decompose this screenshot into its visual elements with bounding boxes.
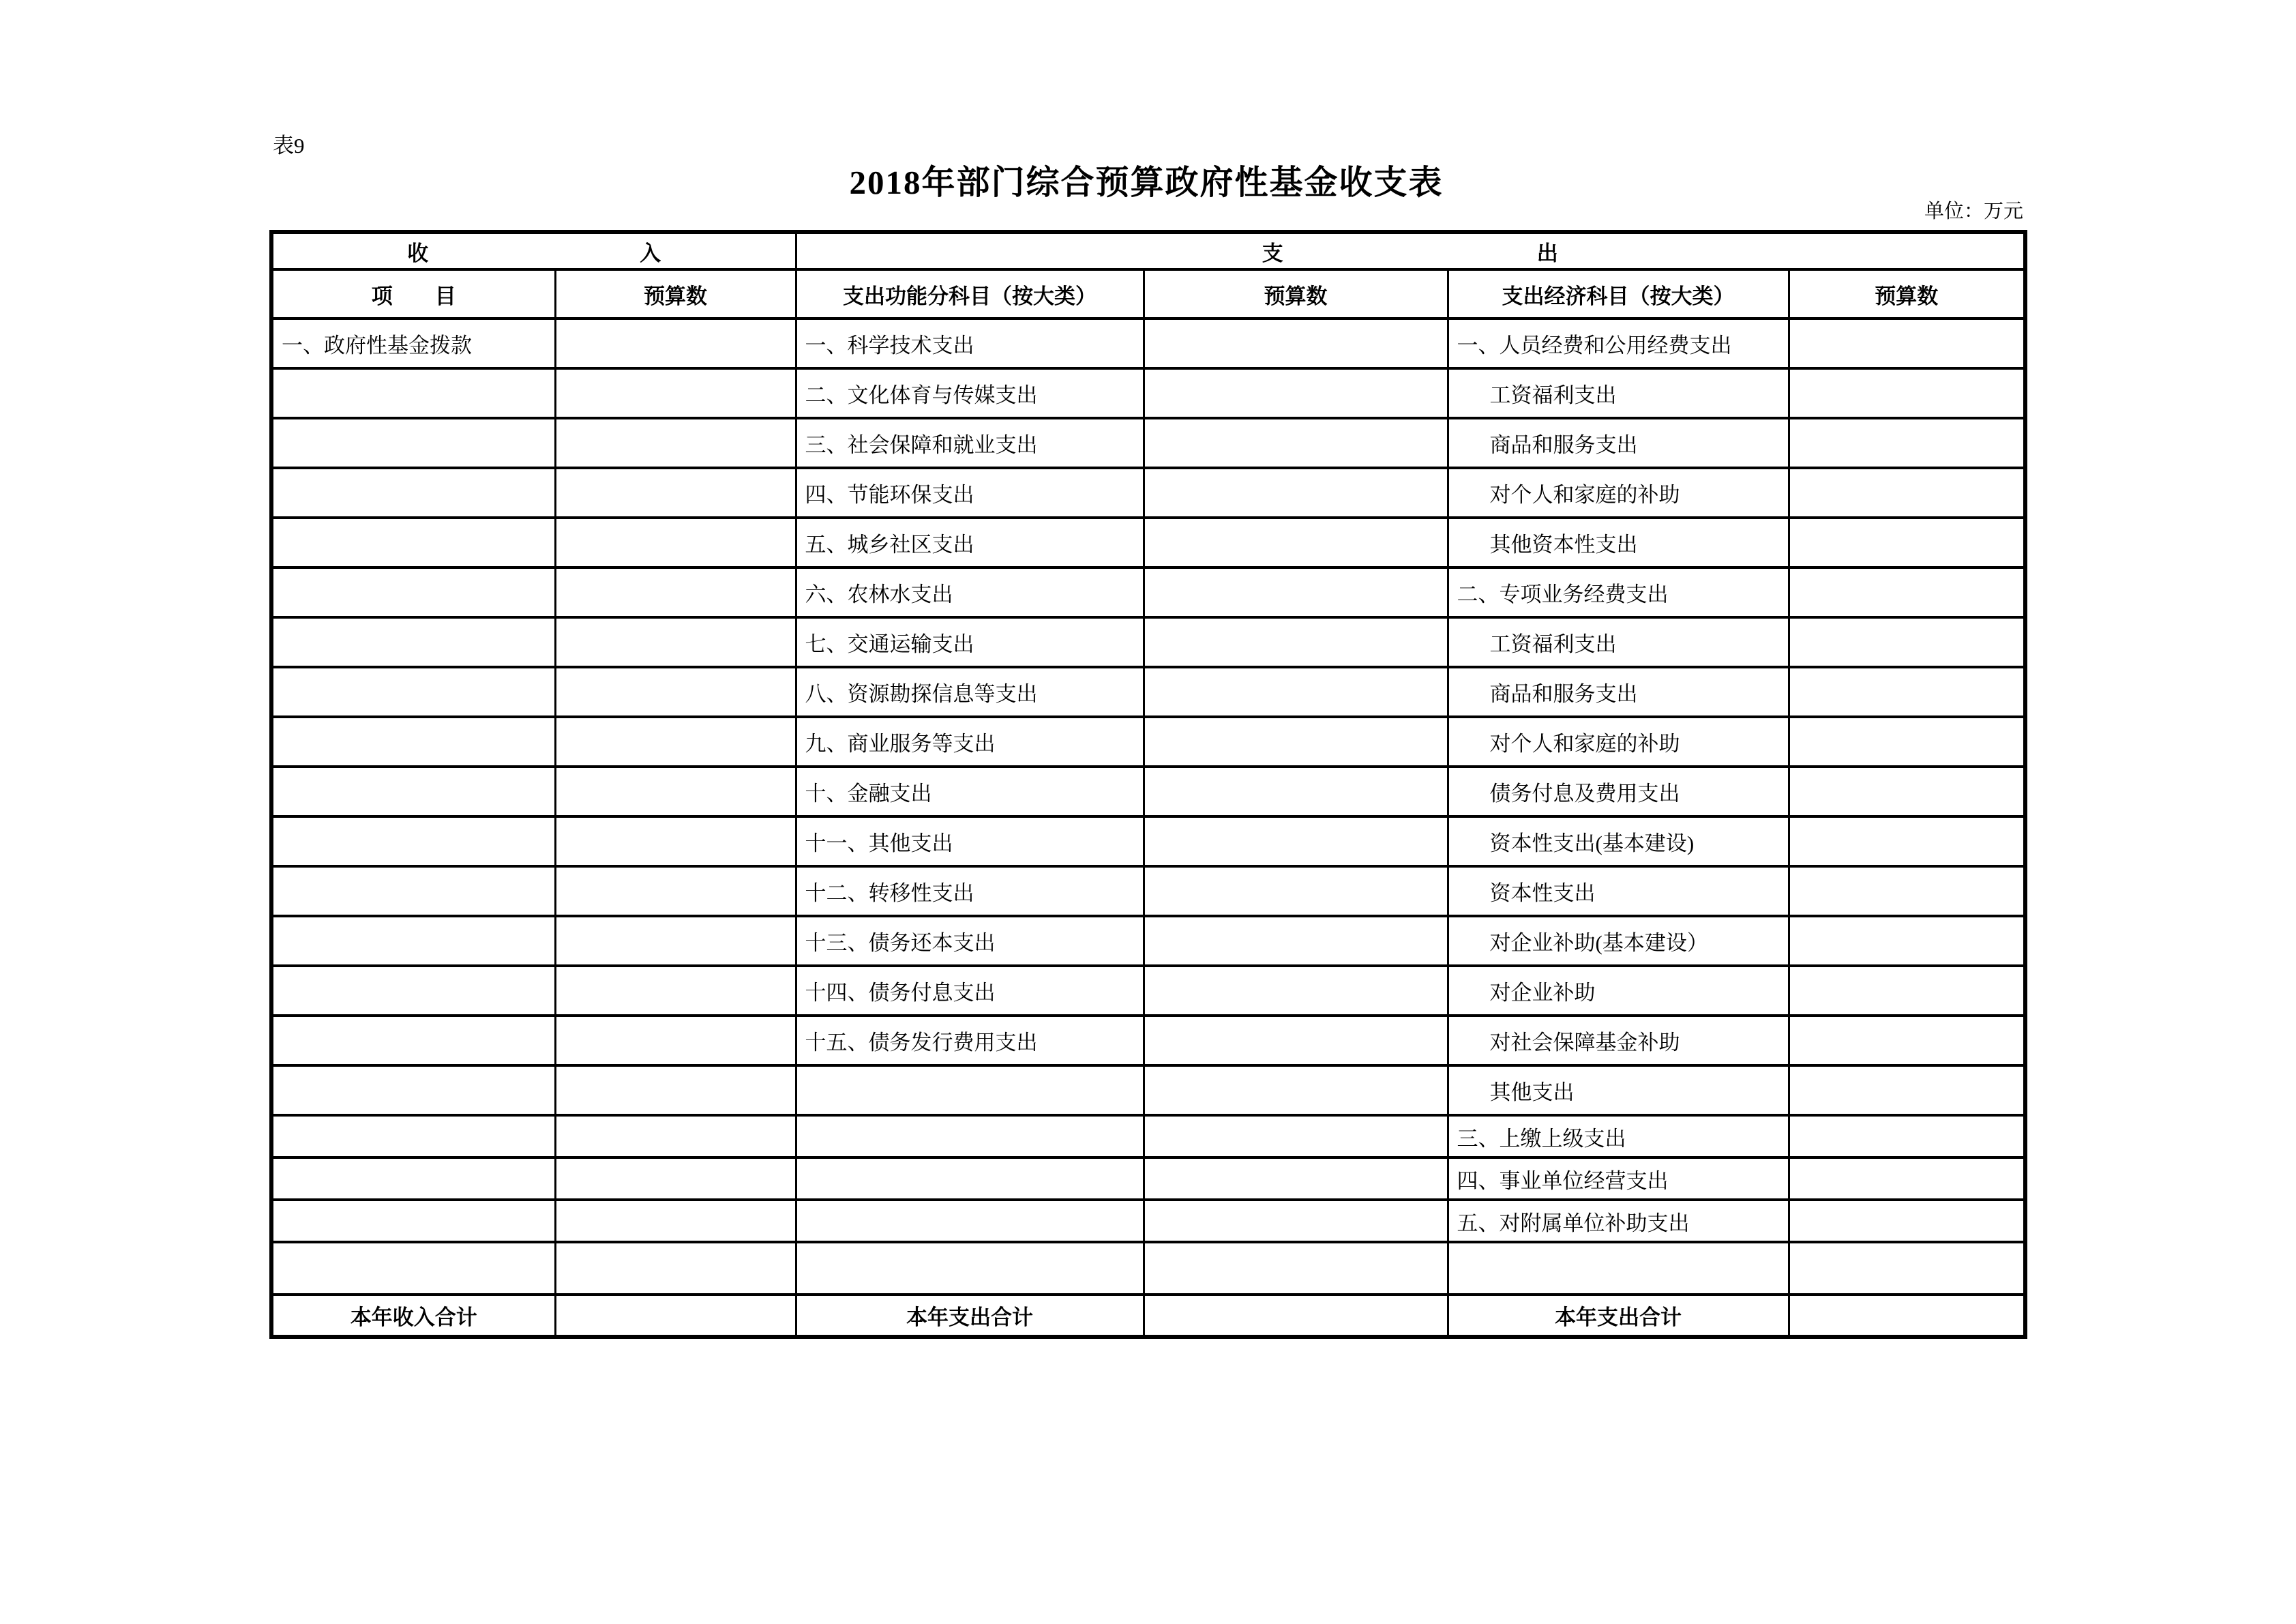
econ-total-budget-cell xyxy=(1789,1295,2025,1337)
income-item-cell: 一、政府性基金拨款 xyxy=(271,319,555,368)
income-item-cell xyxy=(271,1200,555,1242)
table-row xyxy=(271,319,2025,368)
econ-subject-cell: 二、专项业务经费支出 xyxy=(1448,567,1789,617)
income-item-cell xyxy=(271,468,555,518)
func-budget-cell xyxy=(1144,617,1448,667)
econ-subject-cell: 商品和服务支出 xyxy=(1448,667,1789,717)
func-budget-cell xyxy=(1144,1115,1448,1157)
econ-subject-cell: 对社会保障基金补助 xyxy=(1448,1016,1789,1065)
func-budget-cell xyxy=(1144,866,1448,916)
table-row xyxy=(271,1016,2025,1065)
func-total-budget-cell xyxy=(1144,1295,1448,1337)
table-row xyxy=(271,1065,2025,1115)
econ-subject-cell: 工资福利支出 xyxy=(1448,617,1789,667)
income-budget-cell xyxy=(555,468,796,518)
econ-subject-cell: 其他支出 xyxy=(1448,1065,1789,1115)
income-budget-cell xyxy=(555,1016,796,1065)
func-subject-cell: 一、科学技术支出 xyxy=(796,319,1144,368)
func-budget-cell xyxy=(1144,418,1448,468)
econ-budget-cell xyxy=(1789,1115,2025,1157)
func-budget-cell xyxy=(1144,1016,1448,1065)
econ-subject-cell: 工资福利支出 xyxy=(1448,368,1789,418)
func-subject-cell xyxy=(796,1200,1144,1242)
func-budget-cell xyxy=(1144,767,1448,816)
func-budget-cell xyxy=(1144,567,1448,617)
income-budget-cell xyxy=(555,368,796,418)
table-row xyxy=(271,418,2025,468)
income-budget-cell xyxy=(555,816,796,866)
expense-section-header: 支 出 xyxy=(796,232,2025,269)
income-item-cell xyxy=(271,368,555,418)
table-row xyxy=(271,966,2025,1016)
column-header-func-subject: 支出功能分科目（按大类） xyxy=(796,269,1144,319)
income-budget-cell xyxy=(555,1065,796,1115)
table-row xyxy=(271,1200,2025,1242)
func-subject-cell xyxy=(796,1157,1144,1200)
econ-budget-cell xyxy=(1789,916,2025,966)
income-item-cell xyxy=(271,1065,555,1115)
func-budget-cell xyxy=(1144,916,1448,966)
func-subject-cell: 七、交通运输支出 xyxy=(796,617,1144,667)
func-total-label: 本年支出合计 xyxy=(796,1295,1144,1337)
func-budget-cell xyxy=(1144,816,1448,866)
func-subject-cell: 二、文化体育与传媒支出 xyxy=(796,368,1144,418)
table-row xyxy=(271,916,2025,966)
func-budget-cell xyxy=(1144,468,1448,518)
total-row xyxy=(271,1295,2025,1337)
income-item-cell xyxy=(271,1157,555,1200)
func-subject-cell: 九、商业服务等支出 xyxy=(796,717,1144,767)
income-budget-cell xyxy=(555,916,796,966)
income-total-budget-cell xyxy=(555,1295,796,1337)
page-title: 2018年部门综合预算政府性基金收支表 xyxy=(849,164,1444,201)
income-budget-cell xyxy=(555,518,796,567)
func-subject-cell xyxy=(796,1242,1144,1295)
income-item-cell xyxy=(271,966,555,1016)
column-header-row xyxy=(271,269,2025,319)
income-item-cell xyxy=(271,518,555,567)
econ-subject-cell xyxy=(1448,1242,1789,1295)
table-row xyxy=(271,1242,2025,1295)
income-budget-cell xyxy=(555,418,796,468)
income-item-cell xyxy=(271,418,555,468)
func-budget-cell xyxy=(1144,966,1448,1016)
column-header-item: 项 目 xyxy=(271,269,555,319)
table-row xyxy=(271,617,2025,667)
econ-budget-cell xyxy=(1789,418,2025,468)
func-budget-cell xyxy=(1144,667,1448,717)
income-budget-cell xyxy=(555,1200,796,1242)
econ-budget-cell xyxy=(1789,1065,2025,1115)
column-header-budget: 预算数 xyxy=(1144,269,1448,319)
func-subject-cell: 六、农林水支出 xyxy=(796,567,1144,617)
econ-subject-cell: 对个人和家庭的补助 xyxy=(1448,717,1789,767)
func-subject-cell: 十、金融支出 xyxy=(796,767,1144,816)
econ-budget-cell xyxy=(1789,1200,2025,1242)
func-subject-cell: 十二、转移性支出 xyxy=(796,866,1144,916)
income-budget-cell xyxy=(555,1242,796,1295)
income-item-cell xyxy=(271,567,555,617)
econ-subject-cell: 三、上缴上级支出 xyxy=(1448,1115,1789,1157)
func-budget-cell xyxy=(1144,518,1448,567)
income-item-cell xyxy=(271,866,555,916)
income-budget-cell xyxy=(555,767,796,816)
econ-budget-cell xyxy=(1789,1016,2025,1065)
income-item-cell xyxy=(271,816,555,866)
econ-subject-cell: 四、事业单位经营支出 xyxy=(1448,1157,1789,1200)
econ-subject-cell: 对个人和家庭的补助 xyxy=(1448,468,1789,518)
func-subject-cell: 十三、债务还本支出 xyxy=(796,916,1144,966)
table-row xyxy=(271,866,2025,916)
econ-subject-cell: 债务付息及费用支出 xyxy=(1448,767,1789,816)
func-subject-cell: 十五、债务发行费用支出 xyxy=(796,1016,1144,1065)
table-row xyxy=(271,767,2025,816)
econ-subject-cell: 商品和服务支出 xyxy=(1448,418,1789,468)
income-item-cell xyxy=(271,1115,555,1157)
econ-budget-cell xyxy=(1789,717,2025,767)
income-budget-cell xyxy=(555,567,796,617)
econ-budget-cell xyxy=(1789,468,2025,518)
econ-budget-cell xyxy=(1789,617,2025,667)
table-row xyxy=(271,717,2025,767)
table-row xyxy=(271,368,2025,418)
econ-subject-cell: 资本性支出(基本建设) xyxy=(1448,816,1789,866)
table-number-label: 表9 xyxy=(273,134,305,158)
table-row xyxy=(271,468,2025,518)
func-subject-cell xyxy=(796,1115,1144,1157)
budget-table xyxy=(269,230,2027,1339)
func-budget-cell xyxy=(1144,319,1448,368)
func-budget-cell xyxy=(1144,717,1448,767)
econ-total-label: 本年支出合计 xyxy=(1448,1295,1789,1337)
unit-label: 单位：万元 xyxy=(1924,201,2023,222)
column-header-budget: 预算数 xyxy=(1789,269,2025,319)
econ-budget-cell xyxy=(1789,667,2025,717)
table-row xyxy=(271,1115,2025,1157)
econ-budget-cell xyxy=(1789,319,2025,368)
table-row xyxy=(271,567,2025,617)
table-row xyxy=(271,667,2025,717)
func-subject-cell: 十四、债务付息支出 xyxy=(796,966,1144,1016)
econ-budget-cell xyxy=(1789,866,2025,916)
econ-subject-cell: 五、对附属单位补助支出 xyxy=(1448,1200,1789,1242)
func-subject-cell: 八、资源勘探信息等支出 xyxy=(796,667,1144,717)
func-subject-cell: 五、城乡社区支出 xyxy=(796,518,1144,567)
econ-subject-cell: 对企业补助 xyxy=(1448,966,1789,1016)
income-budget-cell xyxy=(555,966,796,1016)
income-section-header: 收 入 xyxy=(271,232,796,269)
func-subject-cell xyxy=(796,1065,1144,1115)
func-budget-cell xyxy=(1144,368,1448,418)
income-item-cell xyxy=(271,617,555,667)
section-header-row xyxy=(271,232,2025,269)
table-row xyxy=(271,518,2025,567)
income-budget-cell xyxy=(555,667,796,717)
income-budget-cell xyxy=(555,1157,796,1200)
income-budget-cell xyxy=(555,717,796,767)
column-header-econ-subject: 支出经济科目（按大类） xyxy=(1448,269,1789,319)
econ-budget-cell xyxy=(1789,368,2025,418)
table-row xyxy=(271,816,2025,866)
income-budget-cell xyxy=(555,866,796,916)
econ-budget-cell xyxy=(1789,816,2025,866)
table-row xyxy=(271,1157,2025,1200)
func-budget-cell xyxy=(1144,1200,1448,1242)
income-item-cell xyxy=(271,667,555,717)
func-subject-cell: 十一、其他支出 xyxy=(796,816,1144,866)
econ-budget-cell xyxy=(1789,966,2025,1016)
income-item-cell xyxy=(271,717,555,767)
income-budget-cell xyxy=(555,617,796,667)
func-budget-cell xyxy=(1144,1065,1448,1115)
column-header-budget: 预算数 xyxy=(555,269,796,319)
econ-budget-cell xyxy=(1789,567,2025,617)
econ-subject-cell: 对企业补助(基本建设） xyxy=(1448,916,1789,966)
econ-subject-cell: 资本性支出 xyxy=(1448,866,1789,916)
func-subject-cell: 三、社会保障和就业支出 xyxy=(796,418,1144,468)
econ-budget-cell xyxy=(1789,1157,2025,1200)
econ-budget-cell xyxy=(1789,1242,2025,1295)
func-budget-cell xyxy=(1144,1157,1448,1200)
income-item-cell xyxy=(271,767,555,816)
func-budget-cell xyxy=(1144,1242,1448,1295)
econ-budget-cell xyxy=(1789,518,2025,567)
econ-budget-cell xyxy=(1789,767,2025,816)
income-budget-cell xyxy=(555,1115,796,1157)
econ-subject-cell: 其他资本性支出 xyxy=(1448,518,1789,567)
income-item-cell xyxy=(271,1016,555,1065)
income-budget-cell xyxy=(555,319,796,368)
income-item-cell xyxy=(271,916,555,966)
income-total-label: 本年收入合计 xyxy=(271,1295,555,1337)
econ-subject-cell: 一、人员经费和公用经费支出 xyxy=(1448,319,1789,368)
income-item-cell xyxy=(271,1242,555,1295)
func-subject-cell: 四、节能环保支出 xyxy=(796,468,1144,518)
